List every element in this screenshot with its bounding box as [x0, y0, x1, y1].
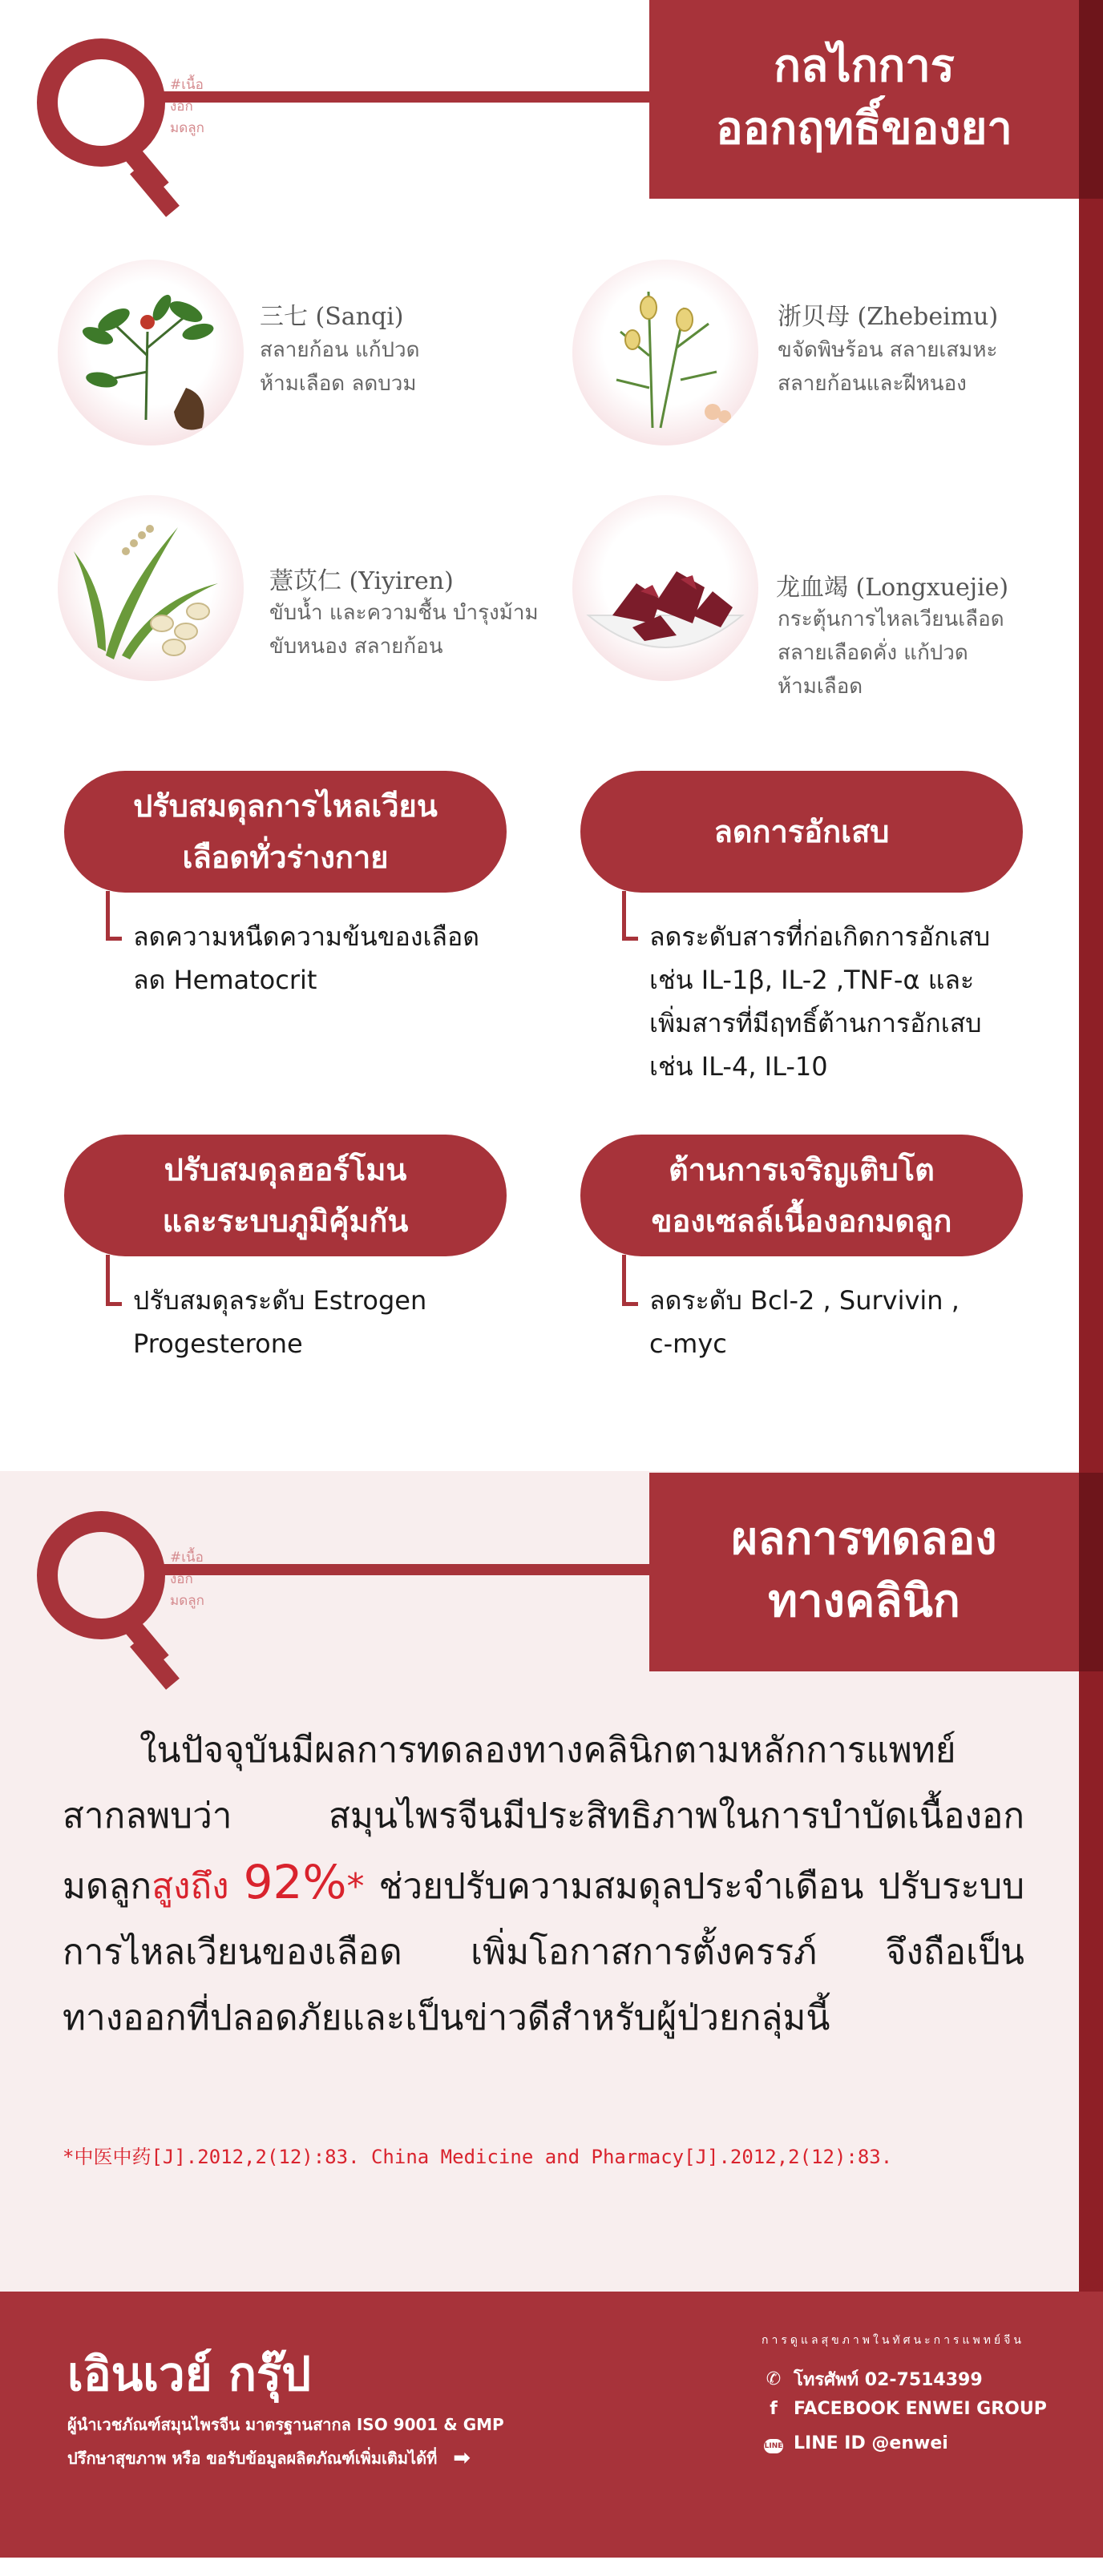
header-line [157, 1564, 686, 1575]
effect-detail-line: ลด Hematocrit [133, 965, 317, 995]
effect-title-line: เลือดทั่วร่างกาย [182, 840, 389, 875]
effect-detail-line: เช่น IL-4, IL-10 [649, 1051, 828, 1082]
effect-title-line: ต้านการเจริญเติบโต [669, 1152, 935, 1187]
hashtag: #เนื้องอกมดลูก [170, 1550, 204, 1609]
contact-phone-text: โทรศัพท์ 02-7514399 [794, 2370, 983, 2390]
reference-citation: *中医中药[J].2012,2(12):83. China Medicine and Pharmacy[J].2012,2(12):83. [63, 2146, 893, 2168]
effect-detail-hormone [133, 1279, 426, 1365]
herb-name-yiyiren: 薏苡仁 (Yiyiren) [269, 567, 454, 595]
herb-name-sanqi: 三七 (Sanqi) [260, 303, 404, 331]
paragraph-text: ช่วยปรับความสมดุลประจำเดือน ปรับระบบการไหลเวียนของเลือด เพิ่มโอกาสการตั้งครรภ์ จึงถือเป็นทางออกที่ปลอดภัยและเป็นข่าวดีสำหรับผู้ป่วยกลุ่มนี้ [63, 1866, 1024, 2038]
female-symbol-ring [37, 1511, 165, 1639]
herb-desc-line: สลายก้อน แก้ปวด [260, 338, 420, 362]
herb-name-longxuejie: 龙血竭 (Longxuejie) [776, 574, 1009, 602]
effect-pill-inflammation [580, 771, 1023, 893]
footer-subtitle: ผู้นำเวชภัณฑ์สมุนไพรจีน มาตรฐานสากล ISO 9001 & GMP [67, 2415, 504, 2434]
female-symbol-ring [37, 38, 165, 167]
effect-title-line: และระบบภูมิคุ้มกัน [162, 1203, 409, 1239]
header-line [157, 91, 686, 103]
clinical-paragraph [63, 1718, 1024, 2051]
brand-name: เอินเวย์ กรุ๊ป [67, 2347, 311, 2401]
bottom-strip [0, 2558, 1103, 2576]
section-title-line1: กลไกการ [774, 40, 955, 92]
herb-desc-sanqi [260, 333, 420, 401]
section-title-line2: ทางคลินิก [768, 1575, 960, 1627]
ribbon-shadow [1079, 0, 1103, 199]
contact-line[interactable] [763, 2433, 948, 2453]
effect-detail-tumor-growth [649, 1279, 960, 1365]
ribbon-shadow [1079, 1473, 1103, 1671]
footer-subtitle-row [67, 2445, 471, 2471]
paragraph-text: ในปัจจุบันมีผลการทดลองทางคลินิกตามหลักการแพทย์สากลพบว่า สมุนไพรจีนมีประสิทธิภาพในการบำบัดเนื้องอกมดลูก [63, 1730, 1024, 1907]
effect-pill-hormone [64, 1135, 507, 1256]
bracket-connector [106, 891, 122, 941]
effect-detail-line: เพิ่มสารที่มีฤทธิ์ต้านการอักเสบ [649, 1008, 982, 1038]
herb-desc-line: ขจัดพิษร้อน สลายเสมหะ [778, 338, 998, 362]
effect-title-line: ปรับสมดุลฮอร์โมน [164, 1152, 407, 1187]
sanqi-herb-image [58, 260, 244, 445]
effect-detail-line: ปรับสมดุลระดับ Estrogen [133, 1285, 427, 1316]
paragraph-highlight: สูงถึง [152, 1866, 244, 1907]
phone-icon: ✆ [766, 2369, 782, 2389]
effect-pill-circulation [64, 771, 507, 893]
hashtag: #เนื้องอกมดลูก [170, 77, 204, 136]
herb-desc-line: ขับหนอง สลายก้อน [269, 635, 443, 659]
effect-pill-tumor-growth [580, 1135, 1023, 1256]
effect-detail-line: ลดระดับ Bcl-2 , Survivin , [649, 1285, 960, 1316]
herb-name-zhebeimu: 浙贝母 (Zhebeimu) [778, 303, 999, 331]
effect-detail-circulation [133, 915, 479, 1002]
bracket-connector [106, 1255, 122, 1306]
contact-phone[interactable] [763, 2365, 983, 2393]
paragraph-asterisk: * [346, 1866, 365, 1907]
paragraph-percentage: 92% [243, 1855, 347, 1909]
section-title-ribbon [649, 0, 1079, 199]
section-title-line1: ผลการทดลอง [731, 1513, 997, 1565]
herb-desc-line: ขับน้ำ และความชื้น บำรุงม้าม [269, 601, 539, 625]
footer-tagline: การดูแลสุขภาพในทัศนะการแพทย์จีน [762, 2334, 1024, 2347]
herb-desc-longxuejie [778, 603, 1004, 703]
effect-title-line: ลดการอักเสบ [713, 814, 890, 849]
effect-title-line: ของเซลล์เนื้องอกมดลูก [651, 1203, 952, 1239]
facebook-icon: f [770, 2399, 778, 2419]
contact-facebook[interactable] [763, 2399, 1047, 2419]
effect-detail-line: เช่น IL-1β, IL-2 ,TNF-α และ [649, 965, 975, 995]
effect-detail-inflammation [649, 915, 990, 1088]
section-title-ribbon [649, 1473, 1079, 1671]
effect-detail-line: ลดความหนืดความข้นของเลือด [133, 921, 480, 952]
effect-detail-line: ลดระดับสารที่ก่อเกิดการอักเสบ [649, 921, 991, 952]
herb-desc-zhebeimu [778, 333, 997, 401]
bracket-connector [622, 1255, 638, 1306]
section-title-line2: ออกฤทธิ์ของยา [716, 103, 1012, 155]
herb-desc-line: กระตุ้นการไหลเวียนเลือด [778, 607, 1004, 631]
herb-desc-line: ห้ามเลือด [778, 675, 863, 699]
herb-desc-line: ห้ามเลือด ลดบวม [260, 372, 417, 396]
zhebeimu-herb-image [572, 260, 758, 445]
effect-detail-line: c-myc [649, 1328, 727, 1359]
contact-facebook-text: FACEBOOK ENWEI GROUP [794, 2399, 1047, 2419]
footer [0, 2292, 1103, 2576]
right-accent-strip [1079, 0, 1103, 2292]
footer-subtitle: ปรึกษาสุขภาพ หรือ ขอรับข้อมูลผลิตภัณฑ์เพิ่มเติมได้ที่ [67, 2449, 438, 2468]
arrow-right-icon: ➡ [453, 2446, 471, 2470]
effect-title-line: ปรับสมดุลการไหลเวียน [133, 788, 438, 824]
effect-detail-line: Progesterone [133, 1328, 303, 1359]
bracket-connector [622, 891, 638, 941]
contact-line-text: LINE ID @enwei [794, 2433, 948, 2453]
herb-desc-yiyiren [269, 596, 539, 663]
yiyiren-herb-image [58, 495, 244, 681]
line-app-icon: LINE [763, 2433, 784, 2453]
herb-desc-line: สลายก้อนและฝีหนอง [778, 372, 967, 396]
longxuejie-herb-image [572, 495, 758, 681]
herb-desc-line: สลายเลือดคั่ง แก้ปวด [778, 641, 968, 665]
